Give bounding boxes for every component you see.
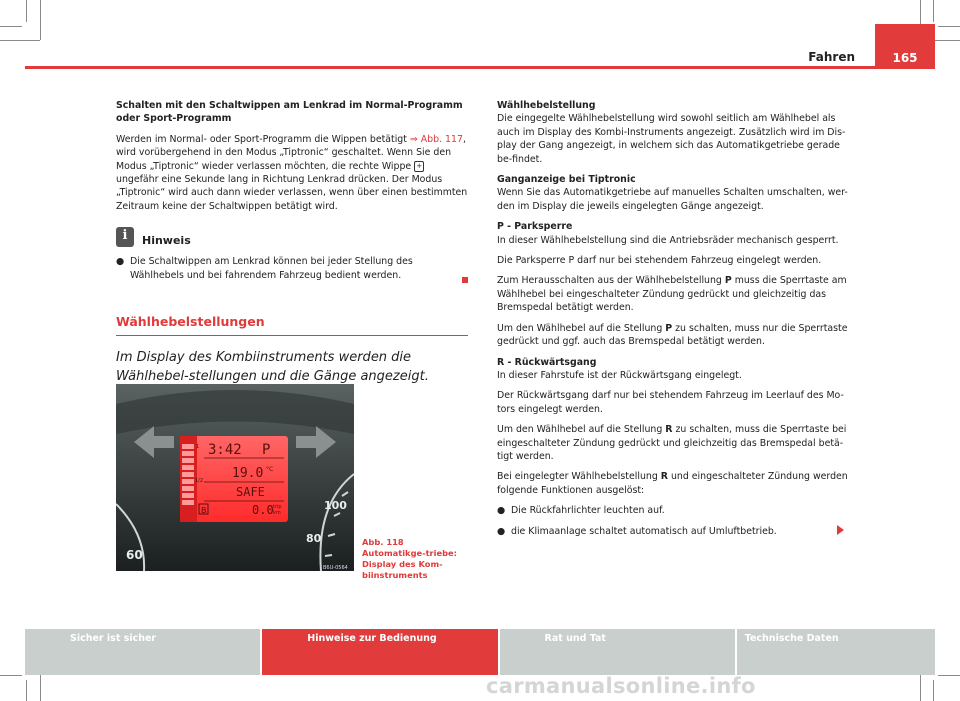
park-paragraph-2: Die Parksperre P darf nur bei stehendem Fahrzeug eingelegt werden. — [497, 255, 822, 267]
hint-text: Die Schaltwippen am Lenkrad können bei jeder Stellung des Wählhebels und bei fahrendem Fahrzeug bedient werden. — [130, 256, 413, 281]
text-run: Um den Wählhebel auf die Stellung — [497, 424, 666, 436]
text-run: , wird vorübergehend in den Modus „Tiptronic“ geschaltet. Wenn Sie den Modus „Tiptronic“ wieder verlassen möchten, die rechte Wippe — [116, 133, 466, 172]
crop-mark — [26, 680, 27, 701]
figure-code: B6U-0564 — [323, 565, 348, 571]
bullet-icon: ● — [116, 256, 125, 268]
crop-mark — [0, 40, 40, 41]
text-run: und eingeschalteter Zündung werden folgende Funktionen ausgelöst: — [497, 471, 848, 496]
crop-mark — [0, 675, 22, 676]
text-run: Um den Wählhebel auf die Stellung — [497, 322, 666, 334]
page-number: 165 — [892, 51, 918, 65]
text-run: zu schalten, muss die Sperrtaste bei eingeschalteter Zündung gedrückt und gleichzeitig das Bremspedal betä-tigt werden. — [497, 424, 847, 462]
hint-title: Hinweis — [142, 233, 191, 247]
footer-nav — [25, 629, 935, 675]
text-run: zu schalten, muss nur die Sperrtaste gedrückt und ggf. auch das Bremspedal betätigt werden. — [497, 322, 848, 348]
continue-arrow-icon — [837, 525, 844, 535]
section-lead: Im Display des Kombiinstruments werden die Wählhebel-stellungen und die Gänge angezeigt. — [116, 349, 429, 384]
section-title: Wählhebelstellungen — [116, 315, 468, 335]
reverse-paragraph: In dieser Fahrstufe ist der Rückwärtsgang eingelegt. — [497, 369, 742, 381]
selector-paragraph: Die eingegelte Wählhebelstellung wird sowohl seitlich am Wählhebel als auch im Display des Kombi-Instruments angezeigt. Zusätzlich wird im Dis-play der Gang angezeigt, in welchem sich das Automatikgetriebe gerade be-findet. — [497, 113, 846, 165]
park-paragraph: In dieser Wählhebelstellung sind die Antriebsräder mechanisch gesperrt. — [497, 234, 839, 246]
page-number-box — [875, 24, 935, 69]
text-run: ungefähr eine Sekunde lang in Richtung Lenkrad drücken. Der Modus „Tiptronic“ wird auch dann wieder verlassen, wenn über einen bestimmten Zeitraum keine der Schaltwippen betätigt wird. — [116, 174, 468, 212]
paddles-paragraph — [116, 133, 468, 213]
footer-tab-rat[interactable]: Rat und Tat — [500, 629, 737, 675]
selector-heading: Wählhebelstellung — [497, 100, 596, 111]
text-run: muss die Sperrtaste am Wählhebel bei eingeschalteter Zündung gedrückt und gleichzeitig das Bremspedal betätigt werden. — [497, 275, 847, 314]
left-column — [116, 99, 468, 386]
lcd-time: 3:42 — [208, 442, 242, 458]
crop-mark — [933, 0, 934, 22]
park-paragraph-4 — [497, 322, 857, 349]
footer-tab-technik[interactable]: Technische Daten — [737, 629, 935, 675]
tiptronic-paragraph: Wenn Sie das Automatikgetriebe auf manuelles Schalten umschalten, wer-den im Display die jeweils eingelegten Gänge angezeigt. — [497, 187, 848, 212]
crop-mark — [933, 680, 934, 701]
crop-mark — [938, 26, 960, 27]
bullet-icon: ● — [497, 505, 506, 517]
bullet-icon: ● — [497, 525, 506, 537]
watermark: carmanualsonline.info — [486, 674, 756, 698]
lcd-temp-unit: °C — [266, 466, 274, 473]
reverse-heading: R - Rückwärtsgang — [497, 356, 597, 368]
figure-caption: Abb. 118 Automatikge-triebe: Display des Kom-biinstruments — [362, 537, 457, 580]
gauge-100-label: 100 — [324, 499, 347, 512]
crop-mark — [26, 0, 27, 22]
gear-letter: P — [724, 275, 732, 287]
right-column — [497, 99, 857, 538]
list-item-text: Die Rückfahrlichter leuchten auf. — [511, 505, 665, 517]
lcd-trip-id: B — [201, 506, 207, 515]
hint-bullet — [116, 255, 468, 282]
plus-key-icon: + — [414, 161, 424, 172]
fuel-half-label: 1/2 — [195, 478, 204, 484]
park-heading: P - Parksperre — [497, 221, 573, 233]
crop-mark — [0, 26, 22, 27]
header-rule — [25, 66, 935, 69]
hint-header — [116, 227, 468, 247]
gauge-60-label: 60 — [126, 548, 143, 562]
chapter-title: Fahren — [808, 50, 855, 64]
lcd-gear: P — [262, 442, 271, 458]
lcd-trip-value: 0.0 — [252, 503, 274, 517]
footer-tab-sicher[interactable]: Sicher ist sicher — [25, 629, 262, 675]
paddles-heading: Schalten mit den Schaltwippen am Lenkrad im Normal-Programm oder Sport-Programm — [116, 100, 463, 125]
crop-mark — [40, 0, 41, 40]
reverse-paragraph-3 — [497, 423, 857, 463]
instrument-cluster-image — [116, 384, 354, 571]
text-run: Bei eingelegter Wählhebelstellung — [497, 471, 661, 483]
park-paragraph-3 — [497, 274, 857, 314]
gear-letter: R — [665, 424, 673, 436]
instrument-cluster-figure — [116, 384, 354, 571]
info-icon: i — [116, 227, 134, 247]
lcd-trip-label: trip — [273, 504, 282, 510]
crop-mark — [938, 675, 960, 676]
lcd-trip-unit: km — [273, 510, 281, 516]
end-of-section-icon — [462, 277, 468, 283]
gauge-80-label: 80 — [306, 532, 322, 545]
text-run: Zum Herausschalten aus der Wählhebelstellung — [497, 275, 725, 287]
lcd-message: SAFE — [236, 485, 265, 499]
fuel-full-label: 1 — [196, 444, 200, 450]
gear-letter: P — [665, 322, 673, 334]
figure-link[interactable]: ⇒ Abb. 117 — [409, 133, 463, 145]
footer-tab-bedienung[interactable]: Hinweise zur Bedienung — [262, 629, 499, 675]
list-item — [497, 504, 857, 517]
text-run: Werden im Normal- oder Sport-Programm die Wippen betätigt — [116, 133, 410, 145]
lcd-temperature: 19.0 — [232, 466, 264, 481]
reverse-paragraph-2: Der Rückwärtsgang darf nur bei stehendem Fahrzeug im Leerlauf des Mo-tors eingelegt werden. — [497, 390, 844, 415]
reverse-paragraph-4 — [497, 470, 857, 497]
list-item — [497, 525, 857, 538]
gear-letter: R — [660, 471, 668, 483]
list-item-text: die Klimaanlage schaltet automatisch auf Umluftbetrieb. — [511, 525, 777, 537]
tiptronic-heading: Ganganzeige bei Tiptronic — [497, 174, 636, 186]
